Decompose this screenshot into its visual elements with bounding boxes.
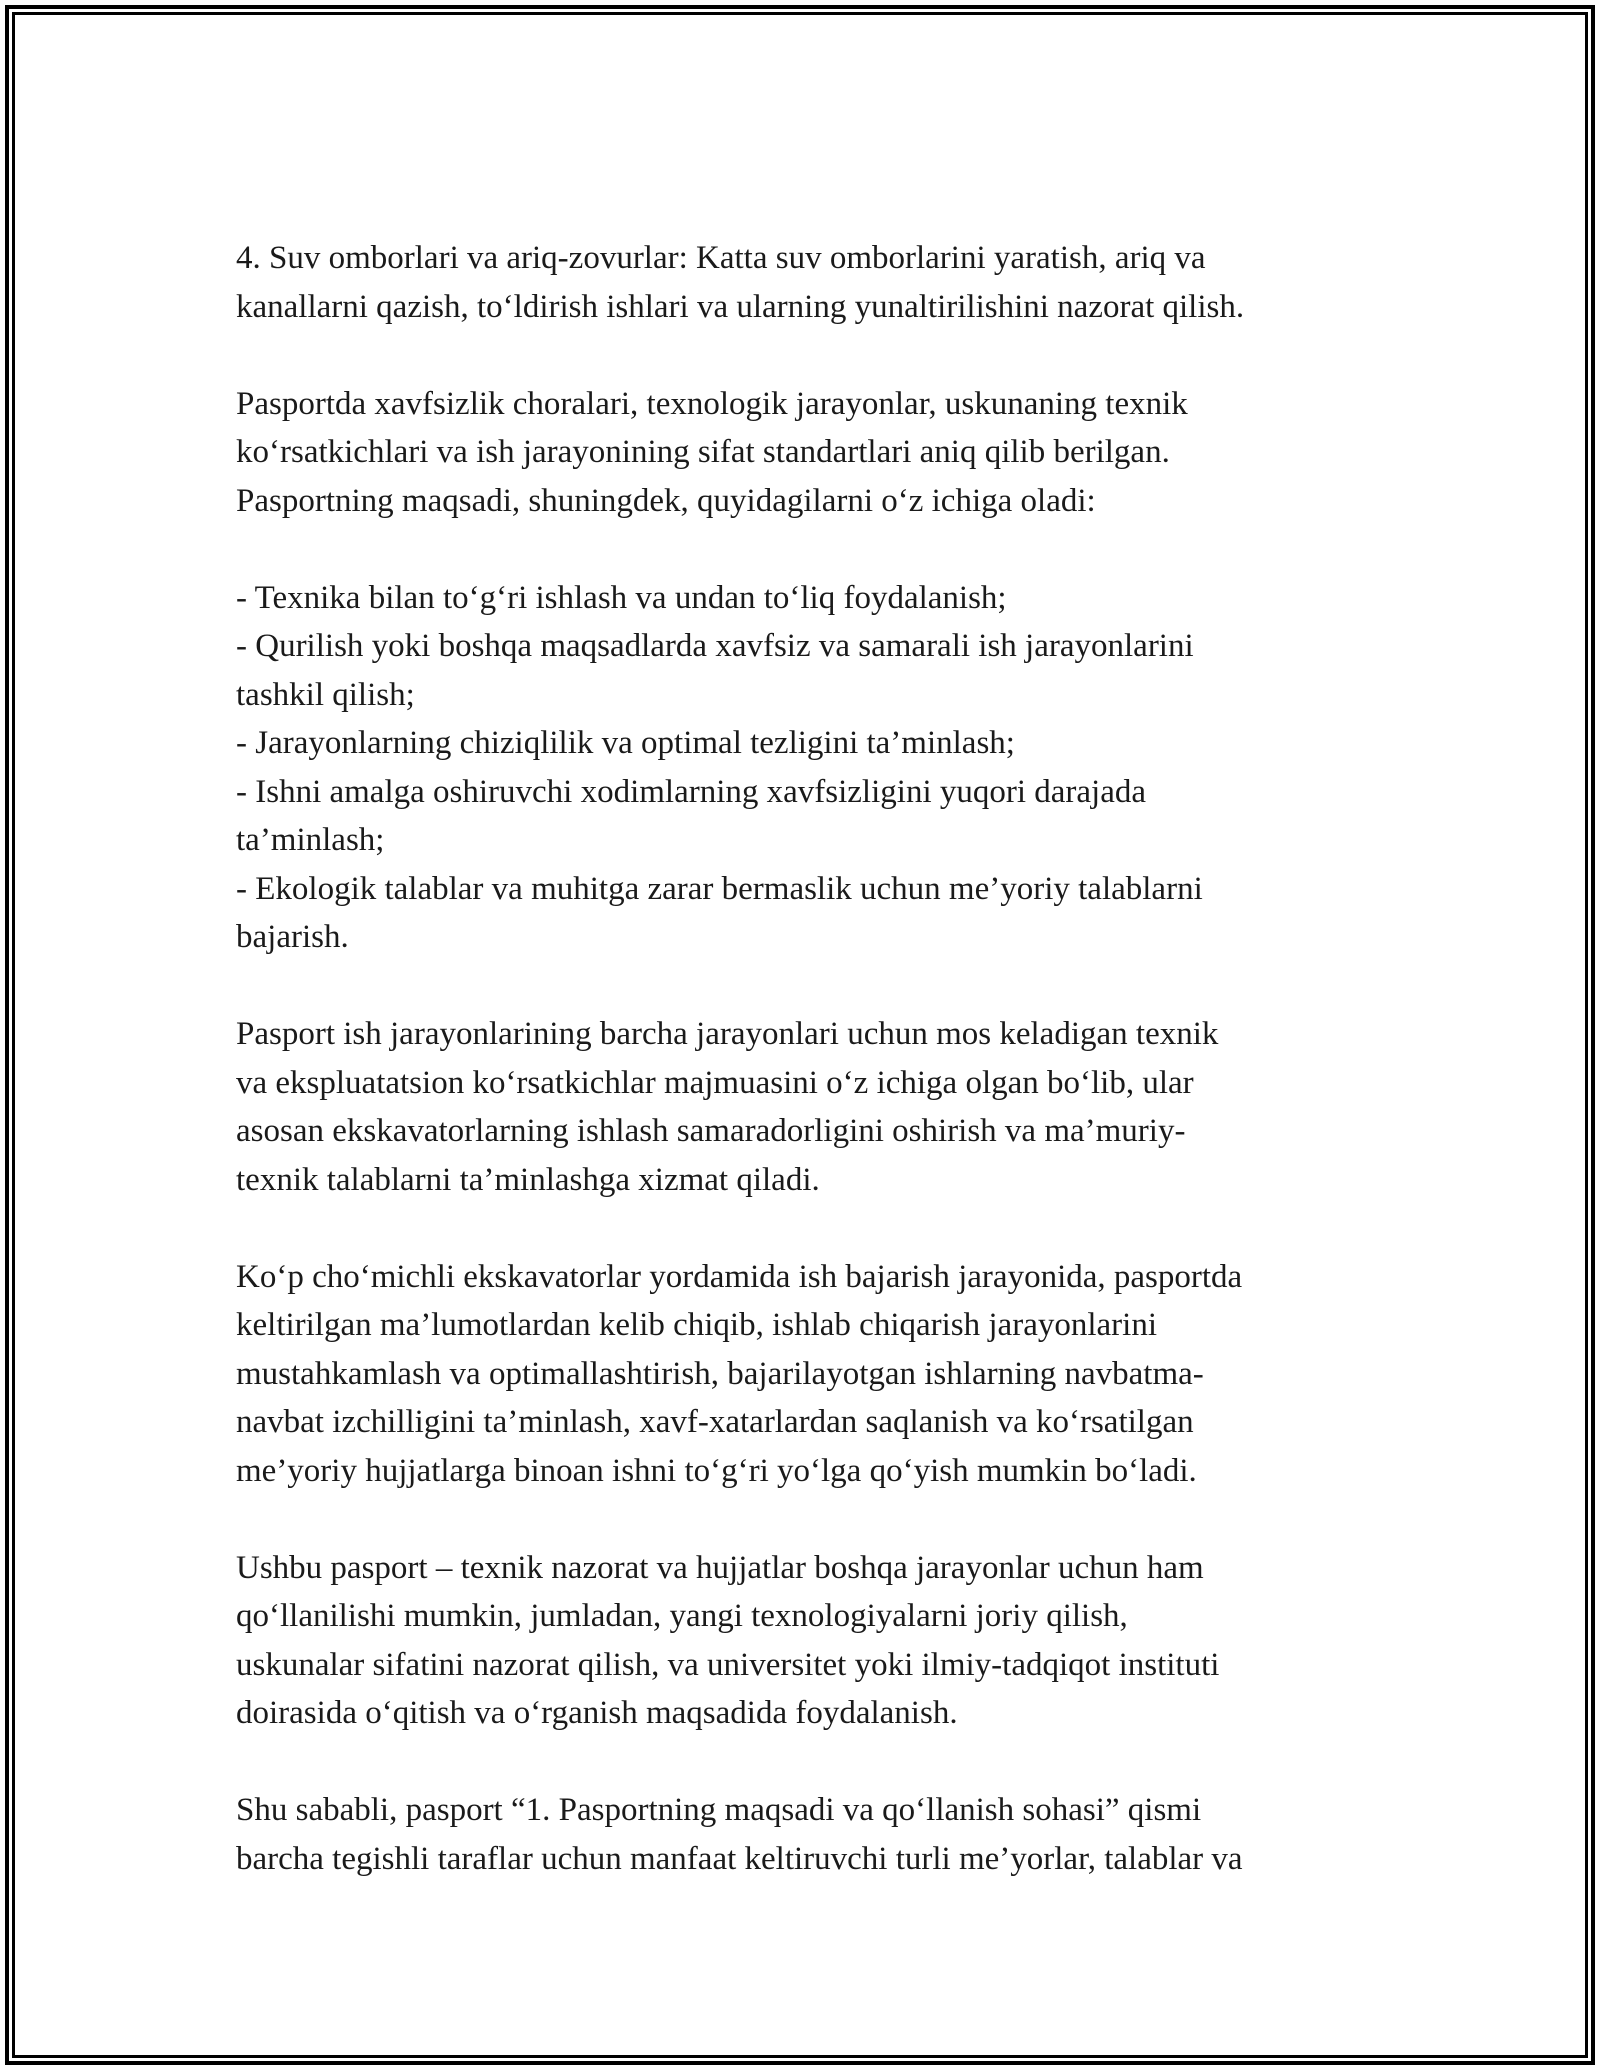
list-item-line: - Jarayonlarning chiziqlilik va optimal tezligini ta’minlash; (236, 725, 1015, 761)
text-line: Pasportda xavfsizlik choralari, texnologik jarayonlar, uskunaning texnik (236, 385, 1188, 422)
text-line: navbat izchilligini ta’minlash, xavf-xatarlardan saqlanish va ko‘rsatilgan (236, 1404, 1194, 1440)
list-item-line: ta’minlash; (236, 822, 385, 858)
text-line: va ekspluatatsion ko‘rsatkichlar majmuasini o‘z ichiga olgan bo‘lib, ular (236, 1064, 1194, 1101)
paragraph-reservoirs (236, 234, 1366, 331)
text-line: Ushbu pasport – texnik nazorat va hujjatlar boshqa jarayonlar uchun ham (236, 1549, 1204, 1586)
list-item-line: - Qurilish yoki boshqa maqsadlarda xavfsiz va samarali ish jarayonlarini (236, 628, 1194, 664)
paragraph-passport-intro (236, 380, 1366, 526)
text-line: asosan ekskavatorlarning ishlash samaradorligini oshirish va ma’muriy- (236, 1113, 1186, 1149)
text-line: Pasportning maqsadi, shuningdek, quyidagilarni o‘z ichiga oladi: (236, 482, 1096, 519)
text-line: 4. Suv omborlari va ariq-zovurlar: Katta suv omborlarini yaratish, ariq va (236, 240, 1206, 276)
paragraph-technical-indicators (236, 1010, 1366, 1204)
paragraph-other-uses (236, 1544, 1366, 1738)
text-line: doirasida o‘qitish va o‘rganish maqsadida foydalanish. (236, 1695, 958, 1731)
paragraph-conclusion (236, 1786, 1366, 1883)
text-line: kanallarni qazish, to‘ldirish ishlari va ularning yunaltirilishini nazorat qilish. (236, 288, 1245, 325)
text-line: uskunalar sifatini nazorat qilish, va universitet yoki ilmiy-tadqiqot instituti (236, 1646, 1220, 1683)
text-line: keltirilgan ma’lumotlardan kelib chiqib, ishlab chiqarish jarayonlarini (236, 1307, 1157, 1343)
list-item-line: - Ishni amalga oshiruvchi xodimlarning xavfsizligini yuqori darajada (236, 773, 1147, 810)
list-item-line: tashkil qilish; (236, 676, 415, 713)
text-line: me’yoriy hujjatlarga binoan ishni to‘g‘ri yo‘lga qo‘yish mumkin bo‘ladi. (236, 1452, 1197, 1489)
text-line: Shu sababli, pasport “1. Pasportning maqsadi va qo‘llanish sohasi” qismi (236, 1792, 1202, 1828)
text-line: Pasport ish jarayonlarining barcha jarayonlari uchun mos keladigan texnik (236, 1016, 1219, 1052)
list-item-line: - Ekologik talablar va muhitga zarar bermaslik uchun me’yoriy talablarni (236, 870, 1203, 907)
document-body (236, 234, 1366, 1932)
text-line: qo‘llanilishi mumkin, jumladan, yangi texnologiyalarni joriy qilish, (236, 1598, 1128, 1634)
paragraph-purpose-list (236, 574, 1366, 962)
text-line: ko‘rsatkichlari va ish jarayonining sifat standartlari aniq qilib berilgan. (236, 434, 1170, 470)
paragraph-excavators (236, 1253, 1366, 1496)
list-item-line: bajarish. (236, 919, 349, 955)
text-line: texnik talablarni ta’minlashga xizmat qiladi. (236, 1161, 820, 1198)
text-line: mustahkamlash va optimallashtirish, bajarilayotgan ishlarning navbatma- (236, 1355, 1204, 1392)
text-line: barcha tegishli taraflar uchun manfaat keltiruvchi turli me’yorlar, talablar va (236, 1840, 1243, 1877)
text-line: Ko‘p cho‘michli ekskavatorlar yordamida ish bajarish jarayonida, pasportda (236, 1258, 1243, 1295)
list-item-line: - Texnika bilan to‘g‘ri ishlash va undan to‘liq foydalanish; (236, 579, 1007, 616)
